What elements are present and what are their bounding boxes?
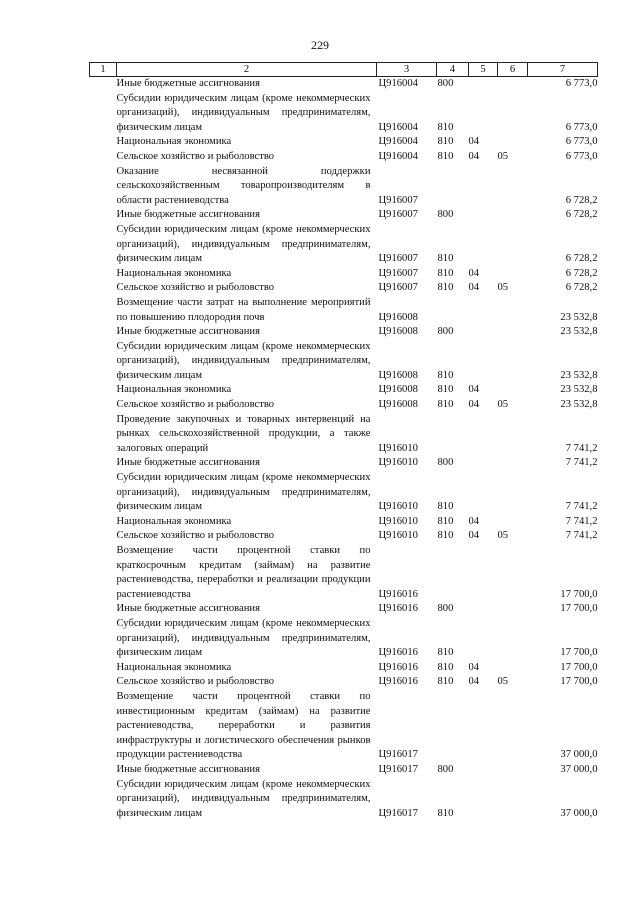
row-number-cell bbox=[90, 763, 117, 778]
target-code-cell: Ц916010 bbox=[378, 515, 418, 527]
target-code-cell: Ц916010 bbox=[378, 457, 418, 469]
expense-type-cell: 810 bbox=[437, 661, 454, 673]
subsection-cell bbox=[498, 617, 528, 661]
target-code-cell: Ц916017 bbox=[378, 749, 418, 761]
expense-type-cell: 810 bbox=[437, 501, 454, 513]
row-number-cell bbox=[90, 383, 117, 398]
section-cell bbox=[469, 77, 498, 92]
budget-table bbox=[89, 62, 598, 821]
row-number-cell bbox=[90, 602, 117, 617]
item-name-cell: Национальная экономика bbox=[116, 267, 232, 279]
item-name-cell: Субсидии юридическим лицам (кроме некоммерческих организаций), индивидуальным предпринимателям, физическим лицам bbox=[116, 617, 371, 659]
table-row bbox=[90, 456, 598, 471]
expense-type-cell: 810 bbox=[437, 150, 454, 162]
section-cell: 04 bbox=[468, 267, 480, 279]
table-header bbox=[90, 63, 598, 77]
amount-cell: 17 700,0 bbox=[560, 588, 598, 600]
expense-type-cell bbox=[437, 413, 469, 457]
row-number-cell bbox=[90, 296, 117, 325]
target-code-cell: Ц916007 bbox=[378, 194, 418, 206]
expense-type-cell bbox=[437, 296, 469, 325]
table-row bbox=[90, 77, 598, 92]
amount-cell: 6 773,0 bbox=[565, 121, 598, 133]
amount-cell: 6 728,2 bbox=[565, 209, 598, 221]
row-number-cell bbox=[90, 661, 117, 676]
expense-type-cell: 810 bbox=[437, 515, 454, 527]
amount-cell: 7 741,2 bbox=[565, 501, 598, 513]
table-row bbox=[90, 617, 598, 661]
subsection-cell bbox=[498, 661, 528, 676]
subsection-cell: 05 bbox=[497, 399, 509, 411]
row-number-cell bbox=[90, 150, 117, 165]
amount-cell: 23 532,8 bbox=[560, 384, 598, 396]
column-header-6: 6 bbox=[498, 63, 528, 77]
expense-type-cell: 800 bbox=[437, 603, 454, 615]
column-header-7: 7 bbox=[528, 63, 598, 77]
row-number-cell bbox=[90, 223, 117, 267]
target-code-cell: Ц916007 bbox=[378, 282, 418, 294]
section-cell bbox=[469, 223, 498, 267]
row-number-cell bbox=[90, 456, 117, 471]
subsection-cell bbox=[498, 340, 528, 384]
row-number-cell bbox=[90, 92, 117, 136]
amount-cell: 6 728,2 bbox=[565, 253, 598, 265]
item-name-cell: Иные бюджетные ассигнования bbox=[116, 326, 260, 338]
item-name-cell: Проведение закупочных и товарных интервенций на рынках сельскохозяйственной продукции, а также залоговых операций bbox=[116, 413, 371, 454]
section-cell bbox=[469, 471, 498, 515]
subsection-cell: 05 bbox=[497, 676, 509, 688]
item-name-cell: Национальная экономика bbox=[116, 384, 232, 396]
amount-cell: 6 728,2 bbox=[565, 282, 598, 294]
section-cell bbox=[469, 690, 498, 763]
amount-cell: 37 000,0 bbox=[560, 763, 598, 775]
row-number-cell bbox=[90, 267, 117, 282]
subsection-cell bbox=[498, 515, 528, 530]
expense-type-cell: 800 bbox=[437, 326, 454, 338]
amount-cell: 7 741,2 bbox=[565, 442, 598, 454]
table-row bbox=[90, 515, 598, 530]
subsection-cell bbox=[498, 92, 528, 136]
target-code-cell: Ц916008 bbox=[378, 384, 418, 396]
expense-type-cell: 800 bbox=[437, 763, 454, 775]
section-cell: 04 bbox=[468, 384, 480, 396]
expense-type-cell: 800 bbox=[437, 457, 454, 469]
target-code-cell: Ц916004 bbox=[378, 136, 418, 148]
item-name-cell: Сельское хозяйство и рыболовство bbox=[116, 530, 275, 542]
column-header-3: 3 bbox=[377, 63, 437, 77]
item-name-cell: Сельское хозяйство и рыболовство bbox=[116, 150, 275, 162]
subsection-cell bbox=[498, 763, 528, 778]
table-row bbox=[90, 135, 598, 150]
table-row bbox=[90, 690, 598, 763]
row-number-cell bbox=[90, 165, 117, 209]
subsection-cell bbox=[498, 383, 528, 398]
item-name-cell: Возмещение части процентной ставки по инвестиционным кредитам (займам) на развитие растениеводства, переработки и развития инфраструктуры и логистического обеспечения рынков продукции растениеводства bbox=[116, 690, 371, 761]
subsection-cell bbox=[498, 602, 528, 617]
table-row bbox=[90, 208, 598, 223]
table-row bbox=[90, 471, 598, 515]
table-row bbox=[90, 778, 598, 822]
table-row bbox=[90, 150, 598, 165]
row-number-cell bbox=[90, 515, 117, 530]
row-number-cell bbox=[90, 690, 117, 763]
target-code-cell: Ц916016 bbox=[378, 603, 418, 615]
table-row bbox=[90, 223, 598, 267]
row-number-cell bbox=[90, 471, 117, 515]
item-name-cell: Оказание несвязанной поддержки сельскохозяйственным товаропроизводителям в области растениеводства bbox=[116, 165, 371, 206]
section-cell bbox=[469, 456, 498, 471]
table-row bbox=[90, 544, 598, 602]
item-name-cell: Сельское хозяйство и рыболовство bbox=[116, 399, 275, 411]
expense-type-cell: 810 bbox=[437, 267, 454, 279]
amount-cell: 6 773,0 bbox=[565, 150, 598, 162]
target-code-cell: Ц916016 bbox=[378, 647, 418, 659]
row-number-cell bbox=[90, 778, 117, 822]
subsection-cell bbox=[498, 413, 528, 457]
item-name-cell: Иные бюджетные ассигнования bbox=[116, 78, 260, 89]
section-cell bbox=[469, 778, 498, 822]
expense-type-cell bbox=[437, 690, 469, 763]
target-code-cell: Ц916017 bbox=[378, 807, 418, 819]
expense-type-cell: 810 bbox=[437, 530, 454, 542]
item-name-cell: Иные бюджетные ассигнования bbox=[116, 763, 260, 775]
target-code-cell: Ц916016 bbox=[378, 588, 418, 600]
section-cell bbox=[469, 413, 498, 457]
expense-type-cell: 800 bbox=[437, 209, 454, 221]
item-name-cell: Субсидии юридическим лицам (кроме некоммерческих организаций), индивидуальным предпринимателям, физическим лицам bbox=[116, 778, 371, 819]
table-row bbox=[90, 383, 598, 398]
expense-type-cell: 810 bbox=[437, 676, 454, 688]
item-name-cell: Возмещение части процентной ставки по краткосрочным кредитам (займам) на развитие растениеводства, переработки и реализации продукции растениеводства bbox=[116, 545, 371, 600]
amount-cell: 7 741,2 bbox=[565, 530, 598, 542]
expense-type-cell: 810 bbox=[437, 807, 454, 819]
item-name-cell: Национальная экономика bbox=[116, 515, 232, 527]
item-name-cell: Национальная экономика bbox=[116, 136, 232, 148]
section-cell bbox=[469, 340, 498, 384]
section-cell: 04 bbox=[468, 150, 480, 162]
amount-cell: 6 773,0 bbox=[565, 136, 598, 148]
expense-type-cell: 810 bbox=[437, 282, 454, 294]
row-number-cell bbox=[90, 398, 117, 413]
subsection-cell bbox=[498, 77, 528, 92]
target-code-cell: Ц916004 bbox=[378, 78, 418, 89]
section-cell bbox=[469, 617, 498, 661]
expense-type-cell: 810 bbox=[437, 121, 454, 133]
amount-cell: 6 773,0 bbox=[565, 78, 598, 89]
item-name-cell: Сельское хозяйство и рыболовство bbox=[116, 676, 275, 688]
amount-cell: 17 700,0 bbox=[560, 603, 598, 615]
section-cell bbox=[469, 296, 498, 325]
expense-type-cell: 810 bbox=[437, 253, 454, 265]
section-cell bbox=[469, 763, 498, 778]
target-code-cell: Ц916008 bbox=[378, 326, 418, 338]
amount-cell: 7 741,2 bbox=[565, 515, 598, 527]
subsection-cell bbox=[498, 471, 528, 515]
target-code-cell: Ц916008 bbox=[378, 369, 418, 381]
target-code-cell: Ц916007 bbox=[378, 267, 418, 279]
subsection-cell bbox=[498, 325, 528, 340]
table-row bbox=[90, 281, 598, 296]
item-name-cell: Возмещение части затрат на выполнение мероприятий по повышению плодородия почв bbox=[116, 296, 371, 323]
expense-type-cell: 810 bbox=[437, 384, 454, 396]
expense-type-cell: 810 bbox=[437, 399, 454, 411]
expense-type-cell bbox=[437, 165, 469, 209]
section-cell bbox=[469, 208, 498, 223]
expense-type-cell: 810 bbox=[437, 369, 454, 381]
amount-cell: 23 532,8 bbox=[560, 369, 598, 381]
row-number-cell bbox=[90, 544, 117, 602]
target-code-cell: Ц916004 bbox=[378, 150, 418, 162]
table-row bbox=[90, 92, 598, 136]
table-row bbox=[90, 529, 598, 544]
table-row bbox=[90, 325, 598, 340]
item-name-cell: Субсидии юридическим лицам (кроме некоммерческих организаций), индивидуальным предпринимателям, физическим лицам bbox=[116, 92, 371, 133]
row-number-cell bbox=[90, 77, 117, 92]
item-name-cell: Сельское хозяйство и рыболовство bbox=[116, 282, 275, 294]
subsection-cell: 05 bbox=[497, 150, 509, 162]
amount-cell: 7 741,2 bbox=[565, 457, 598, 469]
table-row bbox=[90, 340, 598, 384]
table-row bbox=[90, 413, 598, 457]
subsection-cell bbox=[498, 165, 528, 209]
target-code-cell: Ц916008 bbox=[378, 311, 418, 323]
subsection-cell bbox=[498, 778, 528, 822]
row-number-cell bbox=[90, 413, 117, 457]
subsection-cell bbox=[498, 267, 528, 282]
item-name-cell: Национальная экономика bbox=[116, 661, 232, 673]
subsection-cell bbox=[498, 544, 528, 602]
expense-type-cell: 810 bbox=[437, 647, 454, 659]
subsection-cell bbox=[498, 223, 528, 267]
subsection-cell bbox=[498, 135, 528, 150]
expense-type-cell bbox=[437, 544, 469, 602]
target-code-cell: Ц916007 bbox=[378, 253, 418, 265]
section-cell: 04 bbox=[468, 515, 480, 527]
item-name-cell: Иные бюджетные ассигнования bbox=[116, 457, 260, 469]
table-row bbox=[90, 763, 598, 778]
section-cell bbox=[469, 544, 498, 602]
section-cell: 04 bbox=[468, 136, 480, 148]
row-number-cell bbox=[90, 617, 117, 661]
target-code-cell: Ц916016 bbox=[378, 676, 418, 688]
amount-cell: 17 700,0 bbox=[560, 661, 598, 673]
expense-type-cell: 800 bbox=[437, 78, 454, 89]
section-cell: 04 bbox=[468, 676, 480, 688]
amount-cell: 17 700,0 bbox=[560, 676, 598, 688]
row-number-cell bbox=[90, 529, 117, 544]
subsection-cell bbox=[498, 208, 528, 223]
table-row bbox=[90, 267, 598, 282]
item-name-cell: Субсидии юридическим лицам (кроме некоммерческих организаций), индивидуальным предпринимателям, физическим лицам bbox=[116, 472, 371, 513]
expense-type-cell: 810 bbox=[437, 136, 454, 148]
amount-cell: 17 700,0 bbox=[560, 647, 598, 659]
target-code-cell: Ц916010 bbox=[378, 501, 418, 513]
subsection-cell bbox=[498, 690, 528, 763]
table-row bbox=[90, 661, 598, 676]
section-cell bbox=[469, 325, 498, 340]
item-name-cell: Иные бюджетные ассигнования bbox=[116, 603, 260, 615]
amount-cell: 23 532,8 bbox=[560, 311, 598, 323]
section-cell bbox=[469, 602, 498, 617]
row-number-cell bbox=[90, 208, 117, 223]
row-number-cell bbox=[90, 325, 117, 340]
column-header-1: 1 bbox=[90, 63, 117, 77]
column-header-5: 5 bbox=[469, 63, 498, 77]
target-code-cell: Ц916008 bbox=[378, 399, 418, 411]
target-code-cell: Ц916004 bbox=[378, 121, 418, 133]
amount-cell: 37 000,0 bbox=[560, 807, 598, 819]
item-name-cell: Субсидии юридическим лицам (кроме некоммерческих организаций), индивидуальным предпринимателям, физическим лицам bbox=[116, 223, 371, 265]
subsection-cell: 05 bbox=[497, 530, 509, 542]
amount-cell: 6 728,2 bbox=[565, 194, 598, 206]
amount-cell: 6 728,2 bbox=[565, 267, 598, 279]
target-code-cell: Ц916007 bbox=[378, 209, 418, 221]
table-row bbox=[90, 296, 598, 325]
target-code-cell: Ц916017 bbox=[378, 763, 418, 775]
page-number: 229 bbox=[311, 38, 329, 52]
subsection-cell: 05 bbox=[497, 282, 509, 294]
item-name-cell: Иные бюджетные ассигнования bbox=[116, 209, 260, 221]
section-cell bbox=[469, 92, 498, 136]
target-code-cell: Ц916010 bbox=[378, 442, 418, 454]
section-cell bbox=[469, 165, 498, 209]
item-name-cell: Субсидии юридическим лицам (кроме некоммерческих организаций), индивидуальным предпринимателям, физическим лицам bbox=[116, 340, 371, 381]
amount-cell: 37 000,0 bbox=[560, 749, 598, 761]
row-number-cell bbox=[90, 340, 117, 384]
row-number-cell bbox=[90, 675, 117, 690]
section-cell: 04 bbox=[468, 399, 480, 411]
table-row bbox=[90, 675, 598, 690]
subsection-cell bbox=[498, 296, 528, 325]
amount-cell: 23 532,8 bbox=[560, 399, 598, 411]
column-header-2: 2 bbox=[117, 63, 377, 77]
amount-cell: 23 532,8 bbox=[560, 326, 598, 338]
table-row bbox=[90, 165, 598, 209]
row-number-cell bbox=[90, 135, 117, 150]
table-row bbox=[90, 602, 598, 617]
section-cell: 04 bbox=[468, 282, 480, 294]
section-cell: 04 bbox=[468, 530, 480, 542]
subsection-cell bbox=[498, 456, 528, 471]
target-code-cell: Ц916010 bbox=[378, 530, 418, 542]
row-number-cell bbox=[90, 281, 117, 296]
table-row bbox=[90, 398, 598, 413]
section-cell: 04 bbox=[468, 661, 480, 673]
target-code-cell: Ц916016 bbox=[378, 661, 418, 673]
table-body bbox=[90, 77, 598, 822]
column-header-4: 4 bbox=[437, 63, 469, 77]
